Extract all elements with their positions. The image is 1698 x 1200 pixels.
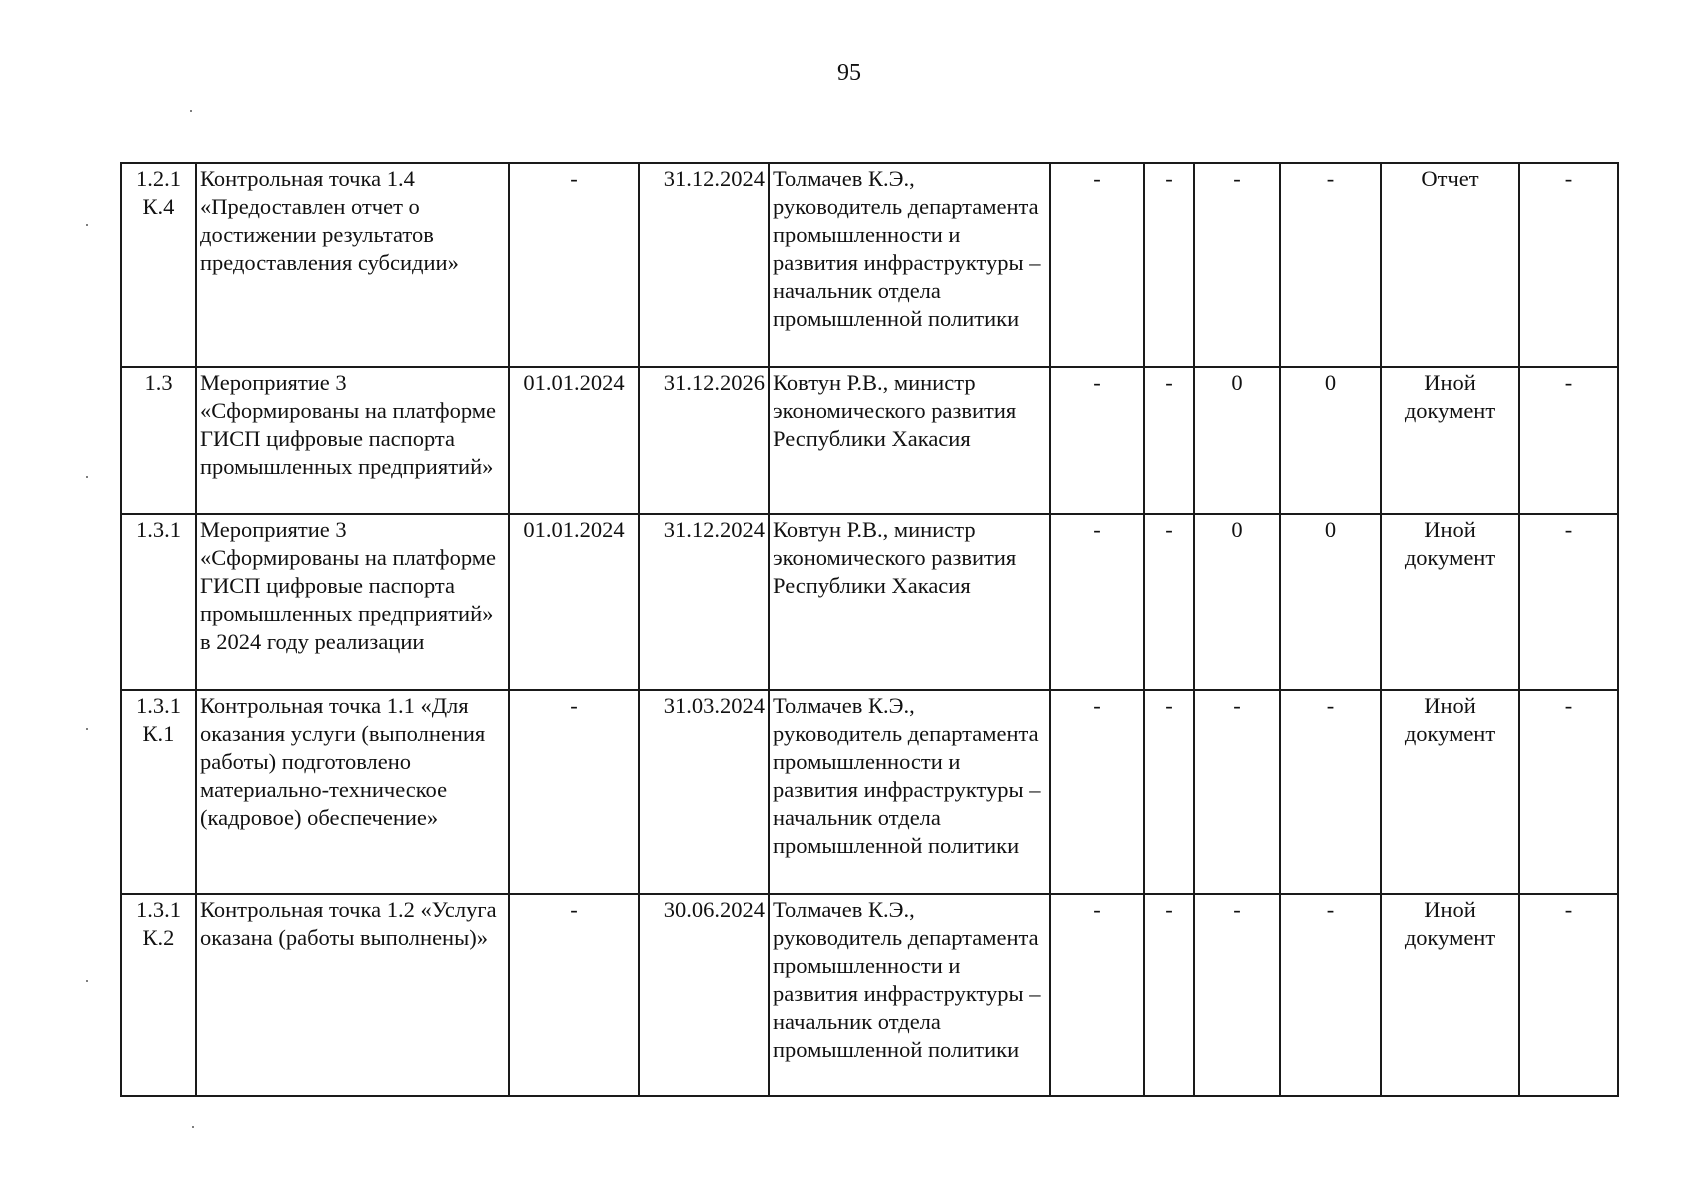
row-value-2: - bbox=[1144, 514, 1194, 690]
row-value-4: - bbox=[1280, 163, 1381, 367]
row-number-line: К.4 bbox=[142, 194, 175, 219]
row-name: Мероприятие 3 «Сформированы на платформе ГИСП цифровые паспорта промышленных предприятий» в 2024 году реализации bbox=[196, 514, 509, 690]
row-note: - bbox=[1519, 514, 1618, 690]
row-value-4: 0 bbox=[1280, 367, 1381, 514]
row-responsible: Ковтун Р.В., министр экономического развития Республики Хакасия bbox=[769, 514, 1050, 690]
row-note: - bbox=[1519, 894, 1618, 1096]
row-number bbox=[121, 367, 196, 514]
row-note: - bbox=[1519, 163, 1618, 367]
row-name: Контрольная точка 1.2 «Услуга оказана (работы выполнены)» bbox=[196, 894, 509, 1096]
row-value-1: - bbox=[1050, 894, 1144, 1096]
row-start-date: - bbox=[509, 690, 639, 894]
scan-speck bbox=[86, 476, 88, 478]
row-number bbox=[121, 894, 196, 1096]
row-number-line: 1.2.1 bbox=[136, 166, 181, 191]
row-value-4: 0 bbox=[1280, 514, 1381, 690]
row-value-4: - bbox=[1280, 690, 1381, 894]
plan-table-body bbox=[121, 163, 1618, 1096]
row-number bbox=[121, 163, 196, 367]
row-name: Мероприятие 3 «Сформированы на платформе ГИСП цифровые паспорта промышленных предприятий» bbox=[196, 367, 509, 514]
row-value-2: - bbox=[1144, 690, 1194, 894]
row-value-1: - bbox=[1050, 163, 1144, 367]
row-value-2: - bbox=[1144, 894, 1194, 1096]
row-end-date: 30.06.2024 bbox=[639, 894, 769, 1096]
row-start-date: 01.01.2024 bbox=[509, 514, 639, 690]
scan-speck bbox=[86, 728, 88, 730]
row-start-date: 01.01.2024 bbox=[509, 367, 639, 514]
row-number-line: 1.3.1 bbox=[136, 897, 181, 922]
row-value-3: - bbox=[1194, 163, 1280, 367]
row-number-line: 1.3.1 bbox=[136, 693, 181, 718]
row-value-1: - bbox=[1050, 514, 1144, 690]
page-number: 95 bbox=[837, 60, 861, 86]
row-document-type: Отчет bbox=[1381, 163, 1519, 367]
scan-speck bbox=[192, 1126, 194, 1128]
row-name: Контрольная точка 1.1 «Для оказания услуги (выполнения работы) подготовлено материально-техническое (кадровое) обеспечение» bbox=[196, 690, 509, 894]
row-end-date: 31.12.2024 bbox=[639, 514, 769, 690]
row-number-line: К.1 bbox=[142, 721, 175, 746]
row-number bbox=[121, 514, 196, 690]
table-row bbox=[121, 690, 1618, 894]
row-responsible: Ковтун Р.В., министр экономического развития Республики Хакасия bbox=[769, 367, 1050, 514]
row-start-date: - bbox=[509, 894, 639, 1096]
row-value-3: - bbox=[1194, 690, 1280, 894]
table-row bbox=[121, 163, 1618, 367]
row-number-line: 1.3 bbox=[144, 370, 173, 395]
row-end-date: 31.12.2024 bbox=[639, 163, 769, 367]
row-value-2: - bbox=[1144, 163, 1194, 367]
row-end-date: 31.12.2026 bbox=[639, 367, 769, 514]
row-value-3: 0 bbox=[1194, 514, 1280, 690]
row-value-1: - bbox=[1050, 690, 1144, 894]
row-number-line: К.2 bbox=[142, 925, 175, 950]
plan-table bbox=[120, 162, 1619, 1097]
table-row bbox=[121, 894, 1618, 1096]
row-document-type: Иной документ bbox=[1381, 690, 1519, 894]
row-value-3: - bbox=[1194, 894, 1280, 1096]
row-start-date: - bbox=[509, 163, 639, 367]
row-document-type: Иной документ bbox=[1381, 514, 1519, 690]
row-value-3: 0 bbox=[1194, 367, 1280, 514]
row-number bbox=[121, 690, 196, 894]
row-number-line: 1.3.1 bbox=[136, 517, 181, 542]
row-note: - bbox=[1519, 690, 1618, 894]
row-responsible: Толмачев К.Э., руководитель департамента промышленности и развития инфраструктуры – начальник отдела промышленной политики bbox=[769, 163, 1050, 367]
row-document-type: Иной документ bbox=[1381, 894, 1519, 1096]
row-document-type: Иной документ bbox=[1381, 367, 1519, 514]
row-end-date: 31.03.2024 bbox=[639, 690, 769, 894]
row-value-1: - bbox=[1050, 367, 1144, 514]
row-value-4: - bbox=[1280, 894, 1381, 1096]
row-value-2: - bbox=[1144, 367, 1194, 514]
table-row bbox=[121, 367, 1618, 514]
scan-speck bbox=[190, 110, 192, 112]
row-note: - bbox=[1519, 367, 1618, 514]
row-responsible: Толмачев К.Э., руководитель департамента промышленности и развития инфраструктуры – начальник отдела промышленной политики bbox=[769, 894, 1050, 1096]
table-row bbox=[121, 514, 1618, 690]
row-name: Контрольная точка 1.4 «Предоставлен отчет о достижении результатов предоставления субсидии» bbox=[196, 163, 509, 367]
row-responsible: Толмачев К.Э., руководитель департамента промышленности и развития инфраструктуры – начальник отдела промышленной политики bbox=[769, 690, 1050, 894]
scan-speck bbox=[86, 980, 88, 982]
scan-speck bbox=[86, 224, 88, 226]
